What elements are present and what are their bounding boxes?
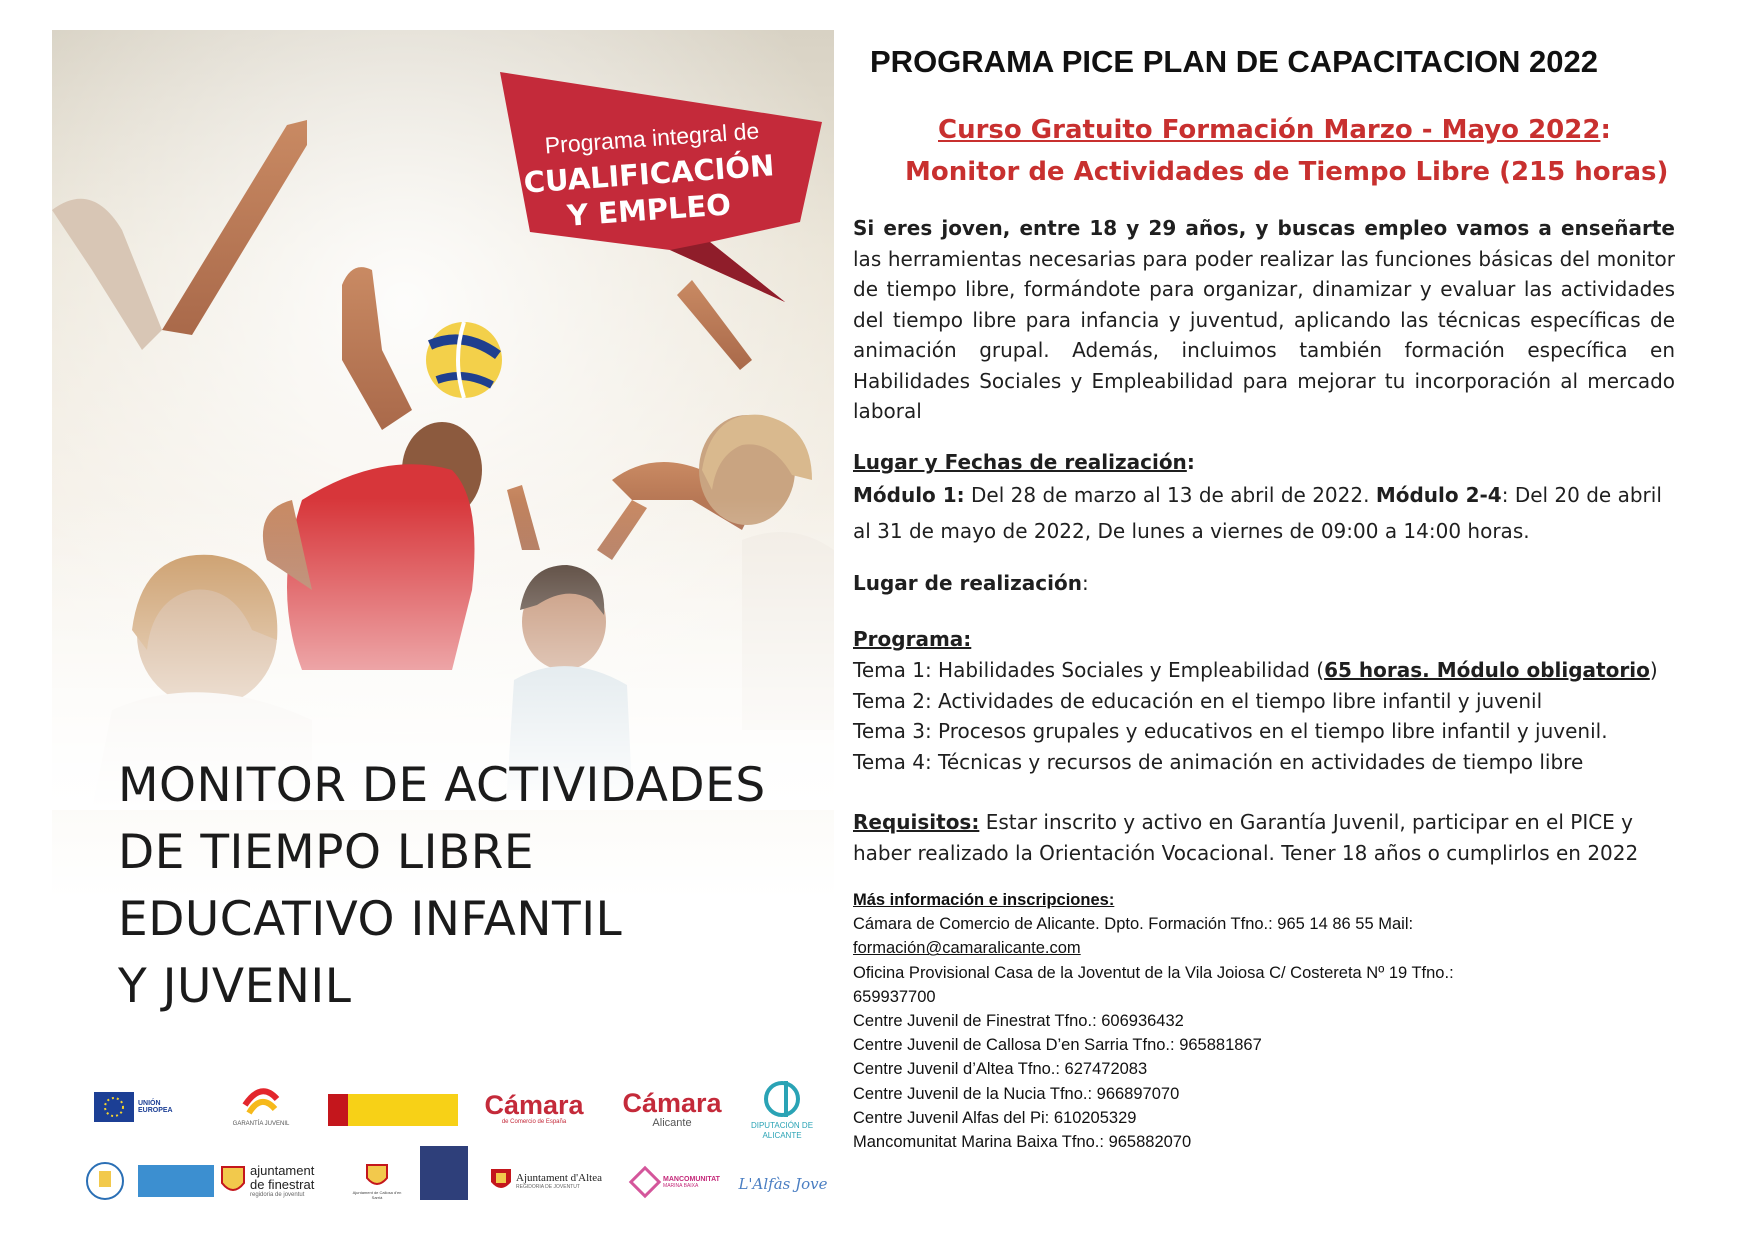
course-title-colon: : xyxy=(1600,115,1611,145)
logo-diputacion xyxy=(750,1068,814,1150)
logo-gobierno xyxy=(328,1094,458,1126)
contact-mancomunitat: Mancomunitat Marina Baixa Tfno.: 965882070 xyxy=(853,1133,1192,1152)
logo-altea-text: Ajuntament d'Altea xyxy=(516,1172,602,1184)
contact-alfas: Centre Juvenil Alfas del Pi: 610205329 xyxy=(853,1108,1137,1127)
logo-jove xyxy=(420,1146,468,1200)
contact-info xyxy=(853,888,1454,1154)
logo-camara-espana-text: Cámara xyxy=(484,1090,584,1120)
poster-title-line: MONITOR DE ACTIVIDADES xyxy=(118,758,766,813)
banner-title-line1: CUALIFICACIÓN xyxy=(522,148,776,200)
logo-diputacion-text: DIPUTACIÓN DE ALICANTE xyxy=(750,1121,814,1140)
contact-mail-link[interactable]: formación@camaralicante.com xyxy=(853,939,1081,958)
mancomunitat-icon xyxy=(630,1167,660,1197)
logo-mancomunitat xyxy=(622,1162,728,1202)
contact-callosa: Centre Juvenil de Callosa D’en Sarria Tfno.: 965881867 xyxy=(853,1036,1262,1055)
lugar-fechas-heading-text: Lugar y Fechas de realización xyxy=(853,450,1187,474)
logo-camara-alicante xyxy=(612,1084,732,1134)
finestrat-shield-icon xyxy=(220,1165,246,1197)
temas-list xyxy=(853,655,1658,777)
intro-rest: las herramientas necesarias para poder realizar las funciones básicas del monitor de tiempo libre, formándote para organizar, dinamizar y evaluar las actividades del tiempo libre para infancia y juventud, aplicando las técnicas específicas de animación grupal. Además, incluimos también formación específica en Habilidades Sociales y Empleabilidad para mejorar tu incorporación al mercado laboral xyxy=(853,246,1675,423)
requisitos-label: Requisitos: xyxy=(853,810,980,834)
contact-finestrat: Centre Juvenil de Finestrat Tfno.: 606936432 xyxy=(853,1012,1184,1031)
requisitos-text: Estar inscrito y activo en Garantía Juvenil, participar en el PICE y haber realizado la Orientación Vocacional. Tener 18 años o cumplirlos en 2022 xyxy=(853,810,1639,865)
logo-mancomunitat-text: MANCOMUNITAT xyxy=(663,1175,720,1183)
main-title: PROGRAMA PICE PLAN DE CAPACITACION 2022 xyxy=(870,44,1599,79)
modulo2-label: Módulo 2-4 xyxy=(1375,483,1502,507)
tema1-post: ) xyxy=(1649,658,1658,682)
modulo2-text: : Del 20 de abril al 31 de mayo de 2022, De lunes a viernes de 09:00 a 14:00 horas. xyxy=(853,483,1662,543)
tema-item: Tema 2: Actividades de educación en el tiempo libre infantil y juvenil xyxy=(853,688,1543,713)
contact-nucia: Centre Juvenil de la Nucia Tfno.: 966897070 xyxy=(853,1084,1180,1103)
logo-camara-alicante-sub: Alicante xyxy=(652,1117,692,1129)
logo-altea-sub: REGIDORIA DE JOVENTUT xyxy=(516,1184,580,1190)
logo-camara-espana xyxy=(478,1086,590,1130)
logo-altea xyxy=(490,1164,602,1198)
poster-title xyxy=(118,752,818,1020)
logo-callosa-text: Ajuntament de Callosa d'en Sarrià xyxy=(352,1190,402,1200)
contact-camara: Cámara de Comercio de Alicante. Dpto. Formación Tfno.: 965 14 86 55 Mail: xyxy=(853,915,1414,934)
poster xyxy=(52,30,834,1200)
contact-oficina: Oficina Provisional Casa de la Joventut de la Vila Joiosa C/ Costereta Nº 19 Tfno.: xyxy=(853,963,1454,982)
requisitos xyxy=(853,807,1683,868)
lugar-heading-text: Lugar de realización xyxy=(853,571,1082,595)
lugar-heading xyxy=(853,571,1089,595)
contact-oficina-phone: 659937700 xyxy=(853,987,936,1006)
logo-alfas-jove xyxy=(738,1164,828,1204)
logo-finestrat-text: ajuntament de finestrat xyxy=(250,1163,315,1192)
logo-camara-alicante-text: Cámara xyxy=(622,1088,722,1118)
logo-finestrat-sub: regidoria de joventut xyxy=(250,1192,305,1198)
eu-flag-icon xyxy=(94,1092,134,1122)
lugar-colon: : xyxy=(1081,571,1089,595)
diputacion-icon xyxy=(764,1077,800,1121)
tema-item xyxy=(853,655,1658,686)
tema1-bold: 65 horas. Módulo obligatorio xyxy=(1324,658,1650,682)
modulo1-text: Del 28 de marzo al 13 de abril de 2022. xyxy=(964,483,1376,507)
course-title-text: Curso Gratuito Formación Marzo - Mayo 2022 xyxy=(938,115,1601,145)
logo-callosa xyxy=(352,1154,402,1210)
logo-garantia-text: GARANTÍA JUVENIL xyxy=(232,1121,290,1127)
lugar-fechas-heading xyxy=(853,450,1195,474)
logo-casa-joventut xyxy=(138,1165,214,1197)
poster-title-line: EDUCATIVO INFANTIL xyxy=(118,892,623,947)
banner-title-line2: Y EMPLEO xyxy=(566,187,732,233)
poster-title-line: Y JUVENIL xyxy=(118,959,352,1014)
lugar-fechas-colon: : xyxy=(1186,450,1195,474)
tema-item: Tema 3: Procesos grupales y educativos en el tiempo libre infantil y juvenil. xyxy=(853,719,1608,743)
intro-bold: Si eres joven, entre 18 y 29 años, y buscas empleo vamos a enseñarte xyxy=(853,216,1675,240)
logo-finestrat xyxy=(220,1158,332,1204)
course-subtitle: Monitor de Actividades de Tiempo Libre (215 horas) xyxy=(905,157,1669,187)
logo-union-europea xyxy=(94,1088,194,1126)
logo-garantia-juvenil xyxy=(226,1074,296,1138)
logo-mancomunitat-sub: MARINA BAIXA xyxy=(663,1182,699,1189)
programa-heading: Programa: xyxy=(853,627,972,651)
logo-vila-joiosa xyxy=(82,1158,128,1204)
modulos-text xyxy=(853,477,1683,549)
altea-shield-icon xyxy=(490,1168,512,1194)
contact-heading: Más información e inscripciones: xyxy=(853,891,1115,909)
poster-title-line: DE TIEMPO LIBRE xyxy=(118,825,535,880)
tema1-pre: Tema 1: Habilidades Sociales y Empleabilidad ( xyxy=(853,658,1325,682)
callosa-shield-icon xyxy=(366,1164,388,1190)
contact-altea: Centre Juvenil d’Altea Tfno.: 627472083 xyxy=(853,1060,1148,1079)
logo-ue-text: UNIÓN EUROPEA xyxy=(138,1100,173,1114)
tema-item: Tema 4: Técnicas y recursos de animación en actividades de tiempo libre xyxy=(853,749,1584,774)
modulo1-label: Módulo 1: xyxy=(853,483,965,507)
intro-paragraph xyxy=(853,213,1675,427)
garantia-icon xyxy=(239,1085,283,1121)
logo-camara-espana-sub: de Comercio de España xyxy=(501,1119,567,1125)
logo-alfas-text: L'Alfàs Jove xyxy=(738,1175,828,1193)
vila-joiosa-icon xyxy=(85,1161,125,1201)
banner-subtitle: Programa integral de xyxy=(543,117,761,159)
course-title xyxy=(938,115,1611,145)
